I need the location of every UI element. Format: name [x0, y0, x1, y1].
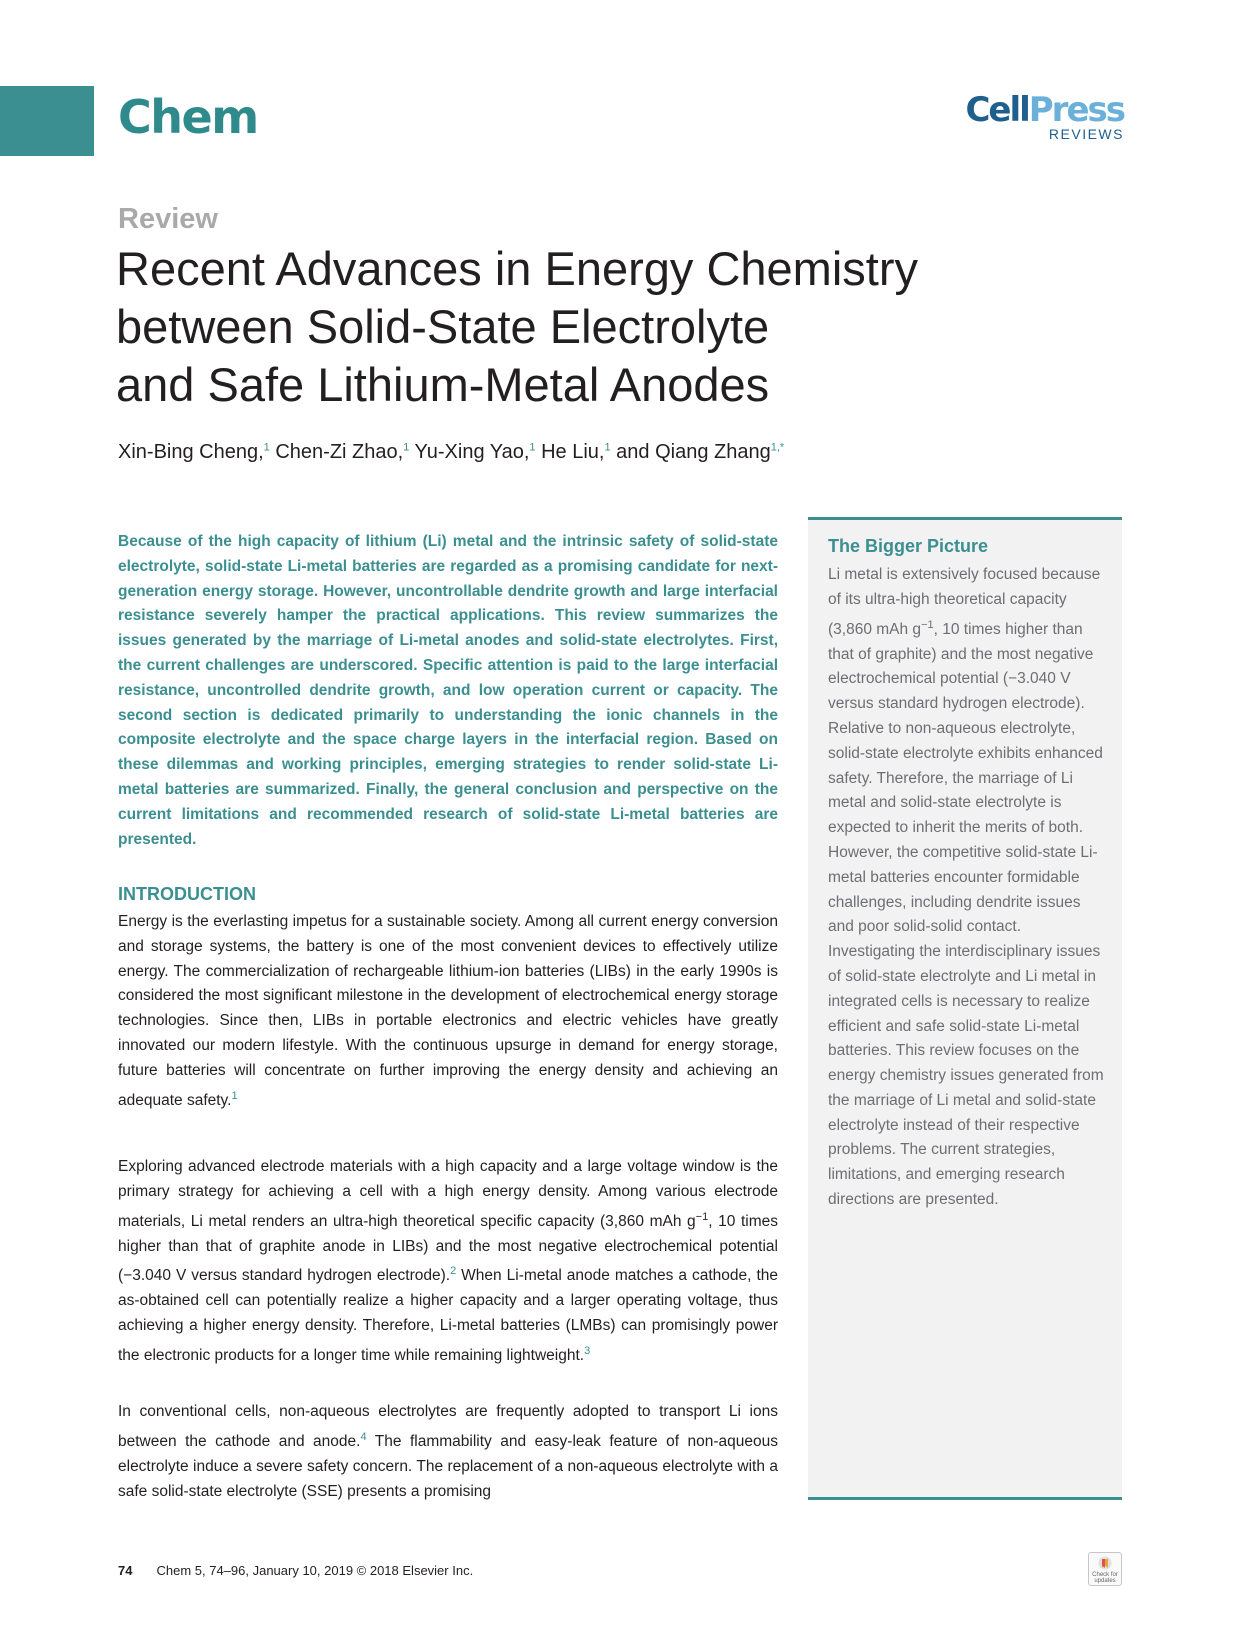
exponent: −1: [921, 618, 934, 631]
article-title: [116, 240, 996, 414]
author-name[interactable]: Yu-Xing Yao,: [414, 441, 530, 463]
publisher-logo[interactable]: [964, 92, 1124, 142]
title-line: Recent Advances in Energy Chemistry: [116, 242, 918, 295]
affiliation-ref[interactable]: 1: [403, 441, 410, 454]
bookmark-icon: [1096, 1556, 1114, 1572]
author-list: [118, 441, 1018, 464]
exponent: −1: [695, 1210, 709, 1223]
reference-link[interactable]: 2: [450, 1265, 457, 1278]
author-name[interactable]: Chen-Zi Zhao,: [275, 441, 404, 463]
reference-link[interactable]: 1: [231, 1089, 238, 1102]
page-footer: [118, 1563, 473, 1578]
bigger-picture-text: Li metal is extensively focused because of its ultra-high theoretical capacity (3,860 mAh $g^{-1}$, 10 times higher than that of graphite) and the most negative electrochemical potential (−3.040 V versus standard hydrogen electrode). Relative to non-aqueous electrolyte, solid-state electrolyte exhibits enhanced safety. Therefore, the marriage of Li metal and solid-state electrolyte is expected to inherit the merits of both. However, the competitive solid-state Li-metal batteries encounter formidable challenges, including dendrite issues and poor solid-solid contact. Investigating the interdisciplinary issues of solid-state electrolyte and Li metal in integrated cells is necessary to realize efficient and safe solid-state Li-metal batteries. This review focuses on the energy chemistry issues generated from the marriage of Li metal and solid-state electrolyte instead of their respective problems. The current strategies, limitations, and emerging research directions are presented.: [828, 566, 1104, 1209]
badge-label: Check for updates: [1092, 1572, 1118, 1584]
body-paragraph: Energy is the everlasting impetus for a sustainable society. Among all current energy conversion and storage systems, the battery is one of the most convenient devices to effectively utilize energy. The commercialization of rechargeable lithium-ion batteries (LIBs) in the early 1990s is considered the most significant milestone in the development of electrochemical energy storage technologies. Since then, LIBs in portable electronics and electric vehicles have greatly innovated our modern lifestyle. With the continuous upsurge in demand for energy storage, future batteries will concentrate on further improving the energy density and achieving an adequate safety.$^1$: [118, 913, 778, 1109]
title-line: and Safe Lithium-Metal Anodes: [116, 358, 770, 411]
journal-name: Chem: [118, 90, 258, 144]
affiliation-ref[interactable]: 1: [529, 441, 536, 454]
page-number: 74: [118, 1563, 133, 1578]
author-name[interactable]: Xin-Bing Cheng,: [118, 441, 264, 463]
bigger-picture-box: [808, 517, 1122, 1500]
body-paragraph: Exploring advanced electrode materials with a high capacity and a large voltage window is the primary strategy for achieving a cell with a high energy density. Among various electrode materials, Li metal renders an ultra-high theoretical specific capacity (3,860 mAh $g^{-1}$, 10 times higher than that of graphite anode in LIBs) and the most negative electrochemical potential (−3.040 V versus standard hydrogen electrode).$^2$ When Li-metal anode matches a cathode, the as-obtained cell can potentially realize a higher capacity and a larger operating voltage, thus achieving a higher energy density. Therefore, Li-metal batteries (LMBs) can promisingly power the electronic products for a longer time while remaining lightweight.$^3$: [118, 1158, 778, 1365]
cellpress-wordmark: CellPress: [965, 90, 1124, 130]
citation: Chem 5, 74–96, January 10, 2019 © 2018 Elsevier Inc.: [156, 1563, 474, 1578]
reference-link[interactable]: 3: [584, 1344, 591, 1357]
reference-link[interactable]: 4: [360, 1430, 367, 1443]
bigger-picture-title: The Bigger Picture: [828, 536, 989, 556]
abstract: Because of the high capacity of lithium (Li) metal and the intrinsic safety of solid-state electrolyte, solid-state Li-metal batteries are regarded as a promising candidate for next-generation energy storage. However, uncontrollable dendrite growth and large interfacial resistance severely hamper the practical applications. This review summarizes the issues generated by the marriage of Li-metal anodes and solid-state electrolytes. First, the current challenges are underscored. Specific attention is paid to the large interfacial resistance, uncontrolled dendrite growth, and low operation current or capacity. The second section is dedicated primarily to understanding the ionic channels in the composite electrolyte and the space charge layers in the interfacial region. Based on these dilemmas and working principles, emerging strategies to render solid-state Li-metal batteries are summarized. Finally, the general conclusion and perspective on the current limitations and recommended research of solid-state Li-metal batteries are presented.: [118, 533, 778, 848]
title-line: between Solid-State Electrolyte: [116, 300, 770, 353]
author-name[interactable]: and Qiang Zhang: [616, 441, 771, 463]
affiliation-ref[interactable]: 1,*: [770, 441, 785, 454]
article-type: Review: [118, 203, 218, 235]
check-for-updates-badge[interactable]: [1088, 1552, 1122, 1586]
journal-color-block: [0, 86, 94, 156]
affiliation-ref[interactable]: 1: [263, 441, 270, 454]
section-heading-introduction: INTRODUCTION: [118, 884, 256, 904]
body-paragraph: In conventional cells, non-aqueous electrolytes are frequently adopted to transport Li ions between the cathode and anode.$^4$ The flammability and easy-leak feature of non-aqueous electrolyte induce a severe safety concern. The replacement of a non-aqueous electrolyte with a safe solid-state electrolyte (SSE) presents a promising: [118, 1403, 778, 1500]
affiliation-ref[interactable]: 1: [604, 441, 611, 454]
author-name[interactable]: He Liu,: [541, 441, 605, 463]
cellpress-subtitle: REVIEWS: [1048, 126, 1124, 142]
